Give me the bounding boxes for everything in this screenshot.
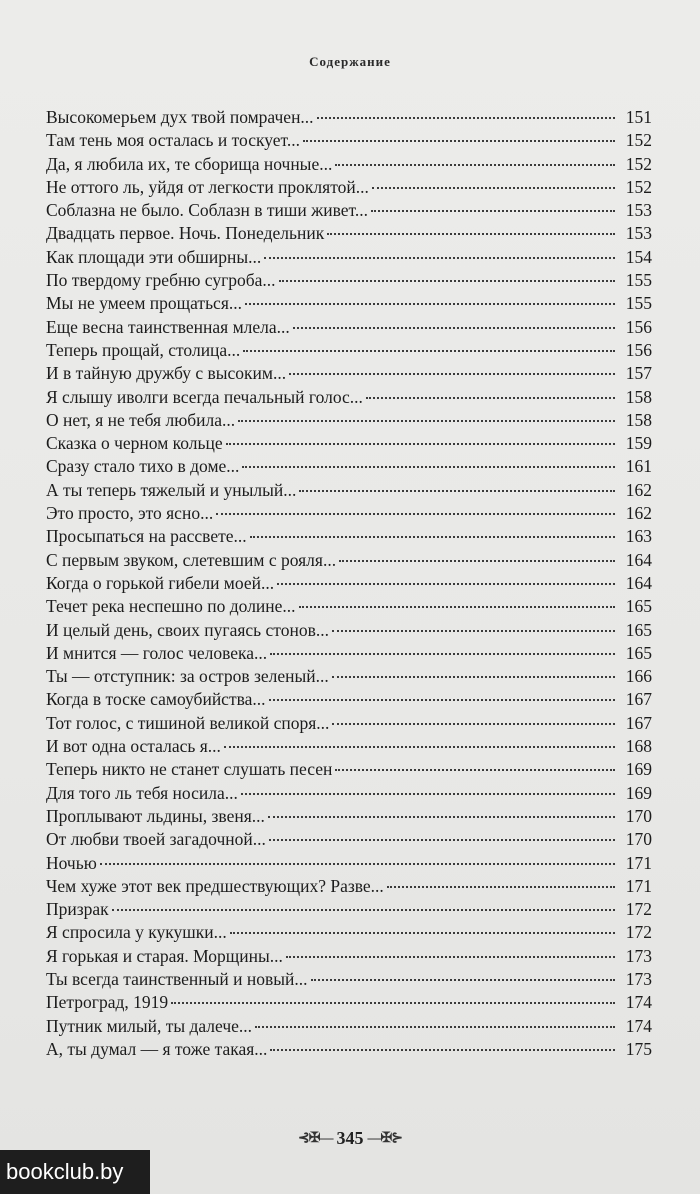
dot-leader	[245, 302, 615, 305]
toc-entry-page: 171	[625, 852, 652, 873]
dot-leader	[264, 256, 615, 259]
toc-entry	[46, 898, 652, 921]
toc-entry-page: 173	[625, 945, 652, 966]
watermark-logo: bookclub.by	[0, 1150, 150, 1194]
toc-entry	[46, 525, 652, 548]
dot-leader	[171, 1001, 615, 1004]
toc-entry-page: 166	[625, 666, 652, 687]
toc-entry	[46, 921, 652, 944]
toc-entry-page: 164	[625, 572, 652, 593]
dot-leader	[242, 465, 615, 468]
toc-entry-page: 156	[625, 339, 652, 360]
toc-entry-title: Петроград, 1919	[46, 992, 169, 1013]
running-head: Содержание	[309, 54, 391, 69]
toc-entry-title: Да, я любила их, те сборища ночные...	[46, 153, 333, 174]
toc-entry	[46, 292, 652, 315]
dot-leader	[270, 652, 615, 655]
toc-entry-title: Просыпаться на рассвете...	[46, 526, 247, 547]
dot-leader	[224, 745, 615, 748]
toc-entry-title: И целый день, своих пугаясь стонов...	[46, 619, 329, 640]
toc-entry-title: Не оттого ль, уйдя от легкости проклятой...	[46, 176, 369, 197]
dot-leader	[100, 862, 615, 865]
table-of-contents	[46, 106, 652, 1061]
toc-entry-page: 165	[625, 596, 652, 617]
toc-entry	[46, 1038, 652, 1061]
dot-leader	[311, 978, 615, 981]
toc-entry-title: Это просто, это ясно...	[46, 503, 214, 524]
toc-entry	[46, 199, 652, 222]
dot-leader	[303, 139, 615, 142]
toc-entry-title: Проплывают льдины, звеня...	[46, 805, 265, 826]
dot-leader	[299, 605, 615, 608]
toc-entry	[46, 852, 652, 875]
toc-entry	[46, 945, 652, 968]
toc-entry-page: 151	[625, 107, 652, 127]
dot-leader	[332, 722, 615, 725]
toc-entry-title: Тот голос, с тишиной великой споря...	[46, 712, 330, 733]
toc-entry	[46, 665, 652, 688]
toc-entry-title: Двадцать первое. Ночь. Понедельник	[46, 223, 325, 244]
toc-entry-page: 161	[625, 456, 652, 477]
toc-entry-title: Как площади эти обширны...	[46, 246, 262, 267]
toc-entry-title: Путник милый, ты далече...	[46, 1015, 253, 1036]
toc-entry-page: 158	[625, 386, 652, 407]
dot-leader	[112, 908, 615, 911]
folio-ornament-left: ⊰✠—	[298, 1131, 333, 1146]
dot-leader	[317, 116, 615, 119]
dot-leader	[366, 396, 615, 399]
toc-entry-page: 154	[625, 246, 652, 267]
toc-entry-title: Я спросила у кукушки...	[46, 922, 227, 943]
dot-leader	[238, 419, 615, 422]
toc-entry-page: 174	[625, 992, 652, 1013]
toc-entry-page: 153	[625, 223, 652, 244]
toc-entry	[46, 758, 652, 781]
toc-entry	[46, 269, 652, 292]
dot-leader	[268, 815, 615, 818]
toc-entry	[46, 409, 652, 432]
toc-entry-title: Я слышу иволги всегда печальный голос...	[46, 386, 363, 407]
toc-entry	[46, 129, 652, 152]
dot-leader	[277, 582, 615, 585]
dot-leader	[255, 1025, 615, 1028]
dot-leader	[216, 512, 615, 515]
toc-entry	[46, 502, 652, 525]
toc-entry-title: Ты всегда таинственный и новый...	[46, 968, 308, 989]
toc-entry-title: Там тень моя осталась и тоскует...	[46, 130, 300, 151]
toc-entry-page: 152	[625, 130, 652, 151]
toc-entry-title: Мы не умеем прощаться...	[46, 293, 243, 314]
toc-entry	[46, 153, 652, 176]
toc-entry-page: 172	[625, 922, 652, 943]
dot-leader	[241, 792, 615, 795]
toc-entry-page: 175	[625, 1038, 652, 1059]
dot-leader	[371, 209, 615, 212]
toc-entry	[46, 875, 652, 898]
toc-entry	[46, 735, 652, 758]
toc-entry	[46, 339, 652, 362]
dot-leader	[327, 232, 615, 235]
toc-entry-title: Течет река неспешно по долине...	[46, 596, 296, 617]
toc-entry-title: От любви твоей загадочной...	[46, 829, 266, 850]
toc-entry	[46, 572, 652, 595]
toc-entry	[46, 176, 652, 199]
toc-entry	[46, 828, 652, 851]
toc-entry	[46, 619, 652, 642]
dot-leader	[289, 372, 615, 375]
toc-entry-page: 162	[625, 503, 652, 524]
toc-entry-title: С первым звуком, слетевшим с рояля...	[46, 549, 337, 570]
page-folio	[0, 1128, 700, 1149]
dot-leader	[269, 698, 615, 701]
toc-entry-page: 171	[625, 875, 652, 896]
toc-entry-title: Теперь прощай, столица...	[46, 339, 241, 360]
page-number: 345	[336, 1128, 364, 1148]
dot-leader	[270, 1048, 615, 1051]
toc-entry-page: 156	[625, 316, 652, 337]
toc-entry-page: 167	[625, 689, 652, 710]
toc-entry-title: И в тайную дружбу с высоким...	[46, 363, 287, 384]
toc-entry-page: 164	[625, 549, 652, 570]
toc-entry-title: Еще весна таинственная млела...	[46, 316, 290, 337]
toc-entry-title: А, ты думал — я тоже такая...	[46, 1038, 268, 1059]
dot-leader	[286, 955, 615, 958]
toc-entry-title: Ты — отступник: за остров зеленый...	[46, 666, 329, 687]
dot-leader	[243, 349, 615, 352]
toc-entry	[46, 455, 652, 478]
toc-entry-title: Сказка о черном кольце	[46, 433, 223, 454]
toc-entry-page: 169	[625, 782, 652, 803]
toc-entry-title: Когда о горькой гибели моей...	[46, 572, 275, 593]
toc-entry	[46, 432, 652, 455]
dot-leader	[332, 675, 615, 678]
toc-entry	[46, 642, 652, 665]
toc-entry-page: 155	[625, 270, 652, 291]
toc-entry-page: 172	[625, 899, 652, 920]
toc-entry	[46, 246, 652, 269]
toc-entry-title: Сразу стало тихо в доме...	[46, 456, 240, 477]
toc-entry	[46, 805, 652, 828]
toc-entry-page: 162	[625, 479, 652, 500]
toc-entry-page: 173	[625, 968, 652, 989]
dot-leader	[339, 559, 615, 562]
toc-entry	[46, 316, 652, 339]
toc-entry-title: Когда в тоске самоубийства...	[46, 689, 266, 710]
dot-leader	[335, 768, 615, 771]
toc-entry-page: 152	[625, 153, 652, 174]
toc-entry-title: А ты теперь тяжелый и унылый...	[46, 479, 297, 500]
dot-leader	[372, 186, 615, 189]
dot-leader	[293, 326, 615, 329]
toc-entry-page: 153	[625, 200, 652, 221]
dot-leader	[230, 931, 615, 934]
toc-entry	[46, 688, 652, 711]
toc-entry-title: Для того ль тебя носила...	[46, 782, 238, 803]
toc-entry-title: Ночью	[46, 852, 97, 873]
folio-ornament-right: —✠⊱	[367, 1131, 402, 1146]
toc-entry	[46, 479, 652, 502]
toc-entry-page: 174	[625, 1015, 652, 1036]
toc-entry	[46, 1015, 652, 1038]
dot-leader	[299, 489, 615, 492]
toc-entry	[46, 362, 652, 385]
toc-entry-title: Теперь никто не станет слушать песен	[46, 759, 333, 780]
toc-entry-title: И вот одна осталась я...	[46, 736, 221, 757]
toc-entry-page: 167	[625, 712, 652, 733]
toc-entry	[46, 991, 652, 1014]
dot-leader	[387, 885, 615, 888]
toc-entry-page: 168	[625, 736, 652, 757]
toc-entry	[46, 386, 652, 409]
toc-entry	[46, 782, 652, 805]
toc-entry-page: 169	[625, 759, 652, 780]
toc-entry	[46, 222, 652, 245]
toc-entry-page: 152	[625, 176, 652, 197]
toc-entry	[46, 712, 652, 735]
toc-entry-page: 157	[625, 363, 652, 384]
toc-entry-title: Соблазна не было. Соблазн в тиши живет...	[46, 200, 368, 221]
toc-entry	[46, 549, 652, 572]
toc-entry-title: По твердому гребню сугроба...	[46, 270, 276, 291]
toc-entry-page: 163	[625, 526, 652, 547]
dot-leader	[332, 629, 615, 632]
dot-leader	[335, 163, 615, 166]
dot-leader	[226, 442, 615, 445]
toc-entry-title: О нет, я не тебя любила...	[46, 409, 236, 430]
toc-entry-title: Я горькая и старая. Морщины...	[46, 945, 283, 966]
toc-entry-page: 155	[625, 293, 652, 314]
toc-entry-page: 170	[625, 805, 652, 826]
toc-entry-page: 165	[625, 619, 652, 640]
toc-entry	[46, 968, 652, 991]
toc-entry-page: 159	[625, 433, 652, 454]
dot-leader	[250, 535, 615, 538]
toc-entry-page: 158	[625, 409, 652, 430]
toc-entry	[46, 595, 652, 618]
dot-leader	[279, 279, 615, 282]
toc-entry-title: Призрак	[46, 899, 109, 920]
toc-entry-title: И мнится — голос человека...	[46, 642, 268, 663]
toc-entry-title: Высокомерьем дух твой помрачен...	[46, 107, 314, 127]
toc-entry-title: Чем хуже этот век предшествующих? Разве...	[46, 875, 384, 896]
toc-entry-page: 165	[625, 642, 652, 663]
dot-leader	[269, 838, 615, 841]
toc-entry-page: 170	[625, 829, 652, 850]
toc-entry	[46, 106, 652, 129]
